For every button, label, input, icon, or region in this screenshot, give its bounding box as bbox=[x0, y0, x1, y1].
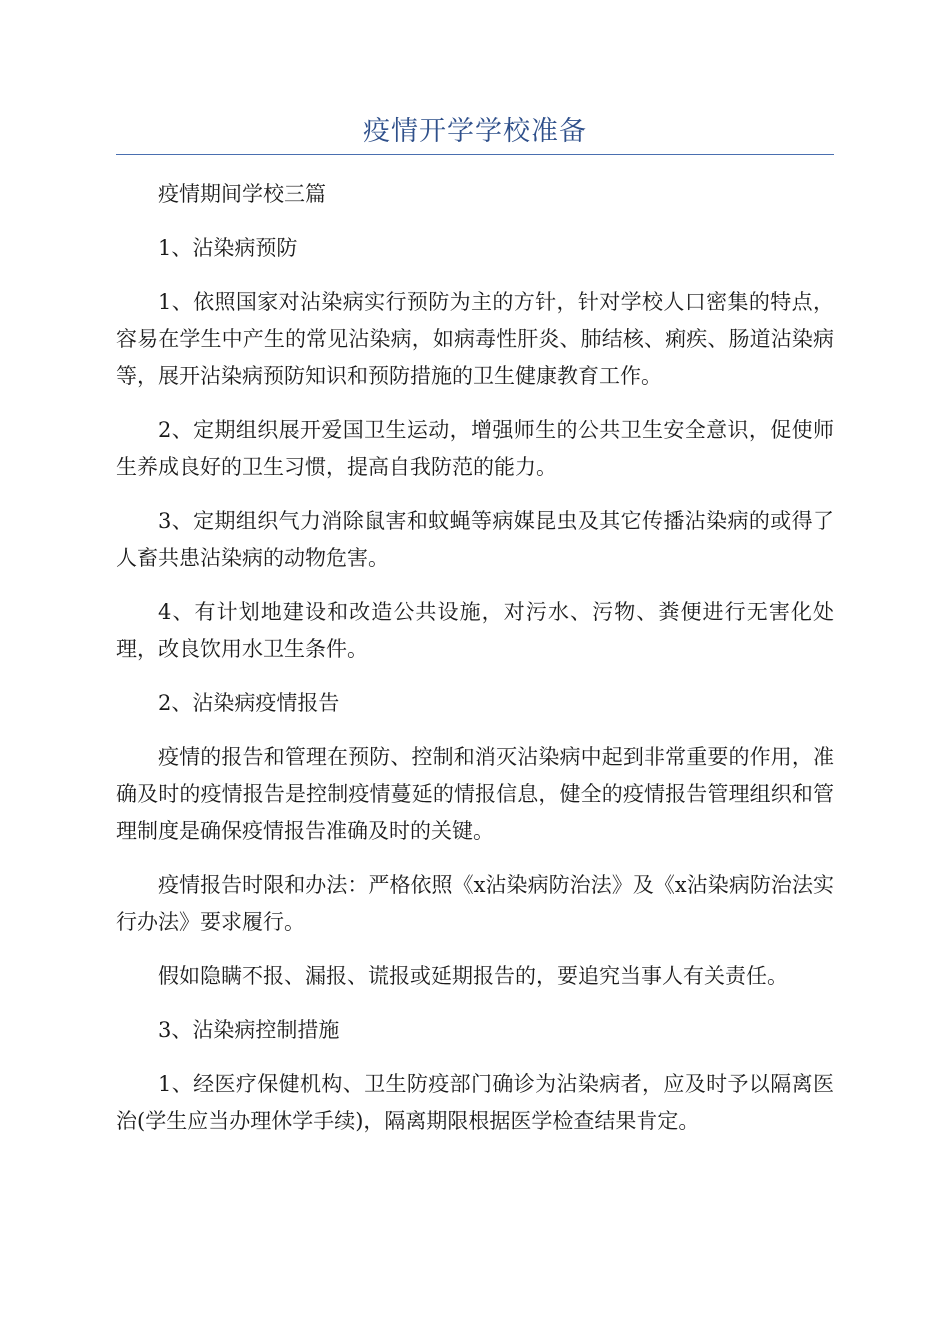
paragraph: 疫情报告时限和办法：严格依照《x沾染病防治法》及《x沾染病防治法实行办法》要求履行。 bbox=[116, 873, 834, 934]
section-intro: 疫情期间学校三篇 bbox=[158, 182, 326, 206]
paragraph: 3、定期组织气力消除鼠害和蚊蝇等病媒昆虫及其它传播沾染病的或得了人畜共患沾染病的动物危害。 bbox=[116, 509, 834, 570]
paragraph: 2、定期组织展开爱国卫生运动，增强师生的公共卫生安全意识，促使师生养成良好的卫生习惯，提高自我防范的能力。 bbox=[116, 418, 834, 479]
section-heading-control: 3、沾染病控制措施 bbox=[158, 1018, 340, 1042]
document-body bbox=[116, 176, 834, 1157]
section-heading-prevention: 1、沾染病预防 bbox=[158, 236, 298, 260]
title-underline bbox=[116, 154, 834, 155]
paragraph: 1、依照国家对沾染病实行预防为主的方针，针对学校人口密集的特点，容易在学生中产生的常见沾染病，如病毒性肝炎、肺结核、痢疾、肠道沾染病等，展开沾染病预防知识和预防措施的卫生健康教育工作。 bbox=[116, 290, 834, 388]
paragraph: 4、有计划地建设和改造公共设施，对污水、污物、粪便进行无害化处理，改良饮用水卫生条件。 bbox=[116, 600, 834, 661]
section-heading-report: 2、沾染病疫情报告 bbox=[158, 691, 340, 715]
paragraph: 假如隐瞒不报、漏报、谎报或延期报告的，要追究当事人有关责任。 bbox=[158, 964, 788, 988]
paragraph: 1、经医疗保健机构、卫生防疫部门确诊为沾染病者，应及时予以隔离医治(学生应当办理休学手续)，隔离期限根据医学检查结果肯定。 bbox=[116, 1072, 834, 1133]
document-title: 疫情开学学校准备 bbox=[363, 116, 587, 147]
paragraph: 疫情的报告和管理在预防、控制和消灭沾染病中起到非常重要的作用，准确及时的疫情报告是控制疫情蔓延的情报信息，健全的疫情报告管理组织和管理制度是确保疫情报告准确及时的关键。 bbox=[116, 745, 834, 843]
